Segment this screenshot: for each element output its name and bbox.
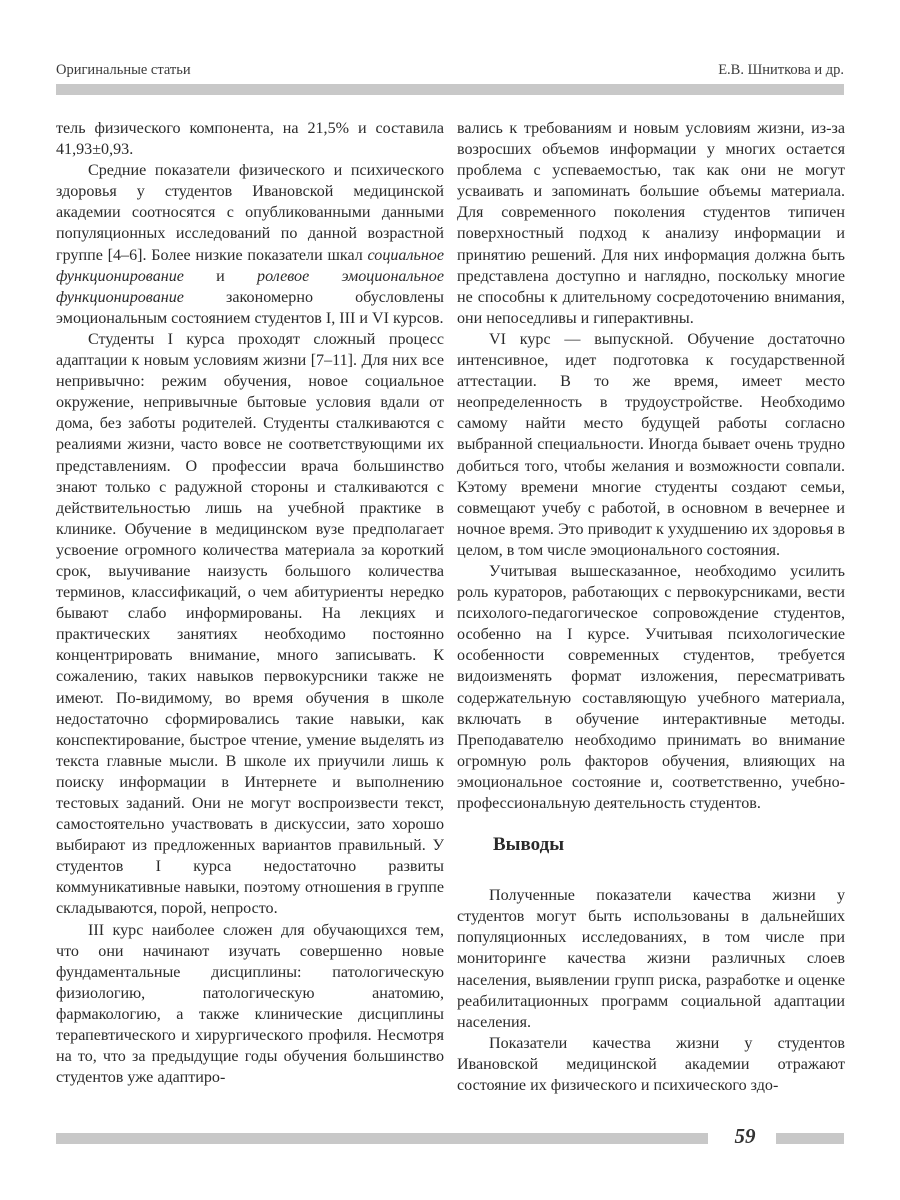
paragraph-text: Средние показатели физического и психического здоровья у студентов Ивановской медицинской академии соотносятся с опубликованными данными популяционных исследований по данной возрастной группе [4–6]. Более низкие показатели шкал <box>56 162 444 264</box>
paragraph: Учитывая вышесказанное, необходимо усилить роль кураторов, работающих с первокурсниками, вести психолого-педагогическое сопровождение студентов, особенно на I курсе. Учитывая психологические особенности современных студентов, требуется видоизменять формат изложения, пересматривать содержательную составляющую учебного материала, включать в обучение интерактивные методы. Преподавателю необходимо принимать во внимание огромную роль факторов обучения, влияющих на эмоциональное состояние и, соответственно, учебно-профессиональную деятельность студентов. <box>457 562 845 812</box>
paragraph: Полученные показатели качества жизни у студентов могут быть использованы в дальнейших популяционных исследованиях, в том числе при мониторинге качества жизни различных слоев населения, выявлении групп риска, разработке и оценке реабилитационных программ социальной адаптации населения. <box>457 887 845 1031</box>
paragraph-text: закономерно обусловлены эмоциональным состоянием студентов I, III и VI курсов. <box>56 288 444 327</box>
running-header <box>56 62 844 79</box>
footer-rule-left <box>56 1133 708 1144</box>
section-heading: Выводы <box>493 834 565 856</box>
header-rule <box>56 84 844 95</box>
header-authors: Е.В. Шниткова и др. <box>718 62 844 78</box>
paragraph <box>56 160 444 329</box>
right-column <box>457 118 845 1096</box>
paragraph: III курс наиболее сложен для обучающихся тем, что они начинают изучать совершенно новые фундаментальные дисциплины: патологическую физиологию, патологическую анатомию, фармакологию, а также клинические дисциплины терапевтического и хирургического профиля. Несмотря на то, что за предыдущие годы обучения большинство студентов уже адаптиро- <box>56 921 444 1087</box>
paragraph: тель физического компонента, на 21,5% и составила 41,93±0,93. <box>56 120 444 159</box>
left-column <box>56 118 444 1088</box>
paragraph: Студенты I курса проходят сложный процесс адаптации к новым условиям жизни [7–11]. Для них все непривычно: режим обучения, новое социальное окружение, непривычные бытовые условия вдали от дома, без заботы родителей. Студенты сталкиваются с реалиями жизни, часто вовсе не соответствующими их представлениям. О профессии врача большинство знают только с радужной стороны и сталкиваются с действительностью лишь на учебной практике в клинике. Обучение в медицинском вузе предполагает усвоение огромного количества материала за короткий срок, выучивание наизусть большого количества терминов, классификаций, о чем абитуриенты нередко бывают слабо информированы. На лекциях и практических занятиях необходимо постоянно концентрировать внимание, много записывать. К сожалению, таких навыков первокурсники также не имеют. По-видимому, во время обучения в школе недостаточно сформировались такие навыки, как конспектирование, быстрое чтение, умение выделять из текста главные мысли. В школе их приучили лишь к поиску информации в Интернете и выполнению тестовых заданий. Они не могут воспроизвести текст, самостоятельно участвовать в дискуссии, зато хорошо выбирают из предложенных вариантов правильный. У студентов I курса недостаточно развиты коммуникативные навыки, поэтому отношения в группе складываются, порой, непросто. <box>56 330 444 918</box>
page-number: 59 <box>734 1124 756 1148</box>
paragraph: Показатели качества жизни у студентов Ивановской медицинской академии отражают состояние их физического и психического здо- <box>457 1034 845 1095</box>
emphasis-text: социальное функционирование <box>56 246 444 285</box>
paragraph-text: и <box>183 267 258 285</box>
footer-rule-right <box>776 1133 844 1144</box>
paragraph: VI курс — выпускной. Обучение достаточно интенсивное, идет подготовка к государственной аттестации. В то же время, имеет место неопределенность в трудоустройстве. Необходимо самому найти место будущей работы согласно выбранной специальности. Иногда бывает очень трудно добиться того, чтобы желания и возможности совпали. Кэтому времени многие студенты создают семьи, совмещают учебу с работой, в основном в вечернее и ночное время. Это приводит к ухудшению их здоровья в целом, в том числе эмоционального состояния. <box>457 330 845 559</box>
header-section-title: Оригинальные статьи <box>56 62 191 78</box>
emphasis-text: ролевое эмоциональное функционирование <box>56 267 444 306</box>
paragraph: вались к требованиям и новым условиям жизни, из-за возросших объемов информации у многих остается проблема с успеваемостью, так как они не могут усваивать и запоминать большие объемы материала. Для современного поколения студентов типичен поверхностный подход к анализу информации и принятию решений. Для них информация должна быть представлена доступно и наглядно, поскольку многие не способны к длительному сосредоточению внимания, они непоседливы и гиперактивны. <box>457 120 845 327</box>
